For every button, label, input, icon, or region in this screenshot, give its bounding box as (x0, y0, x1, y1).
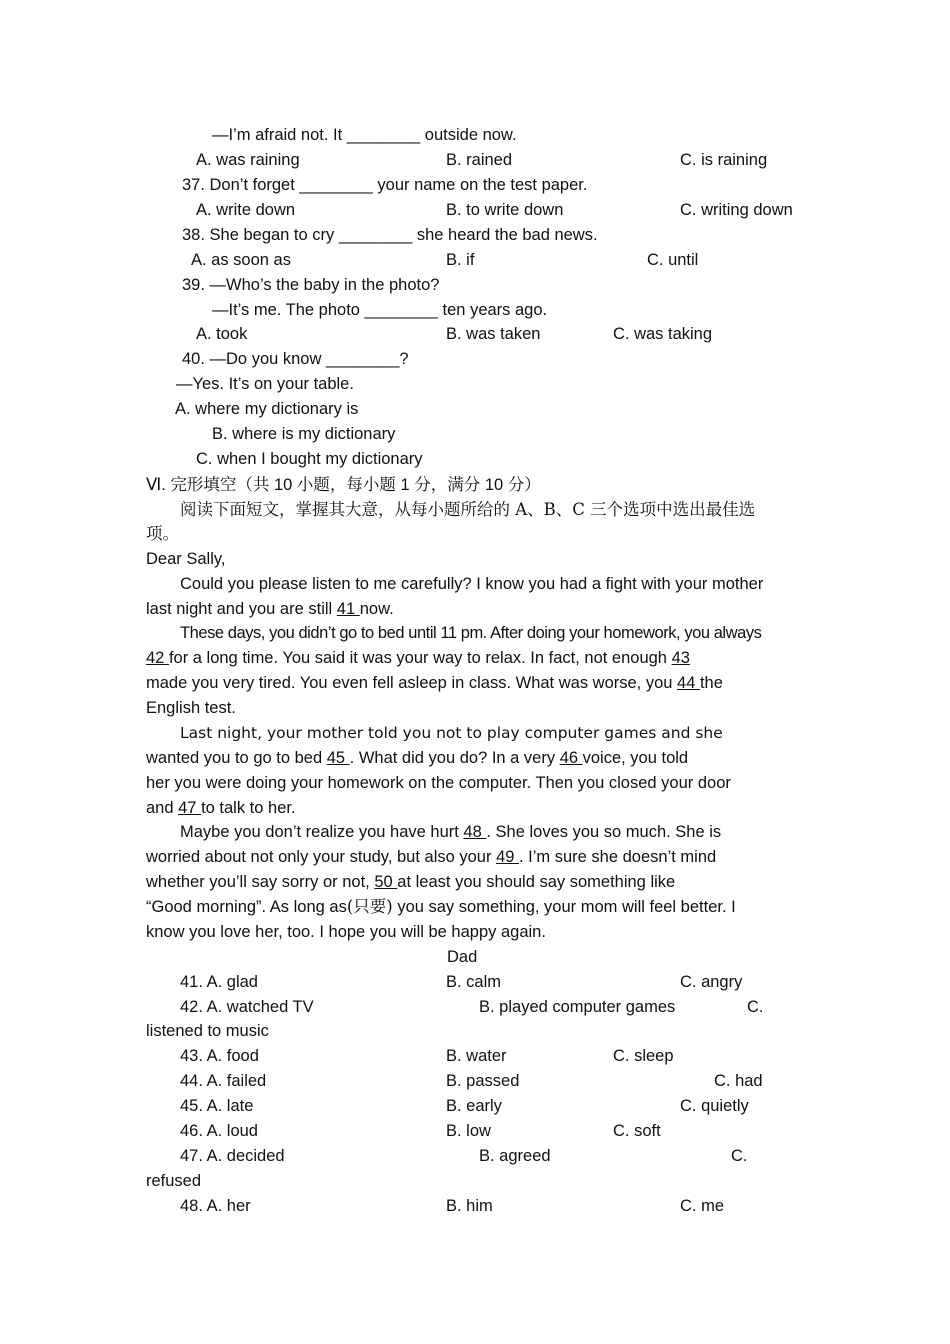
text-run: Maybe you don’t realize you have hurt (180, 823, 464, 841)
o42-option-b: B. played computer games (479, 998, 676, 1016)
o42-option-a: 42. A. watched TV (180, 998, 314, 1016)
o43-option-b: B. water (446, 1047, 507, 1065)
q40-option-c: C. when I bought my dictionary (196, 450, 423, 468)
text-run: worried about not only your study, but also your (146, 848, 497, 866)
letter-line: Could you please listen to me carefully? I know you had a fight with your mother (180, 575, 764, 593)
q36-option-c: C. is raining (680, 151, 768, 169)
letter-line: know you love her, too. I hope you will be happy again. (146, 923, 546, 941)
o45-option-c: C. quietly (680, 1097, 749, 1115)
o44-option-a: 44. A. failed (180, 1072, 267, 1090)
q39-reply: —It’s me. The photo ________ ten years ago. (212, 301, 548, 319)
letter-line: her you were doing your homework on the computer. Then you closed your door (146, 774, 731, 792)
o48-option-b: B. him (446, 1197, 493, 1215)
text-run: for a long time. You said it was your way to relax. In fact, not enough (168, 649, 672, 667)
o44-option-c: C. had (714, 1072, 763, 1090)
letter-line: English test. (146, 699, 236, 717)
q40-option-b: B. where is my dictionary (212, 425, 396, 443)
q39-option-a: A. took (196, 325, 248, 343)
letter-salutation: Dear Sally, (146, 550, 226, 568)
text-run: now. (359, 600, 394, 618)
o45-option-b: B. early (446, 1097, 502, 1115)
q37-option-a: A. write down (196, 201, 296, 219)
q38-option-a: A. as soon as (191, 251, 291, 269)
o41-option-b: B. calm (446, 973, 502, 991)
q36-option-a: A. was raining (196, 151, 300, 169)
letter-line (146, 598, 394, 620)
letter-line (146, 846, 716, 868)
o48-option-a: 48. A. her (180, 1197, 251, 1215)
blank-43: 43 (671, 649, 690, 667)
text-run: last night and you are still (146, 600, 337, 618)
letter-line (180, 622, 761, 644)
letter-line (146, 871, 675, 893)
text-run: made you very tired. You even fell asleep in class. What was worse, you (146, 674, 678, 692)
o45-option-a: 45. A. late (180, 1097, 254, 1115)
blank-42: 42 (146, 649, 169, 667)
o47-option-c: C. (731, 1147, 748, 1165)
text-run: and (146, 799, 179, 817)
blank-41: 41 (336, 600, 360, 618)
section-instruction-wrap: 项。 (146, 524, 179, 543)
o47-option-a: 47. A. decided (180, 1147, 285, 1165)
letter-line: Last night, your mother told you not to play computer games and she (180, 724, 723, 742)
o43-option-c: C. sleep (613, 1047, 674, 1065)
letter-line (146, 896, 736, 918)
q40-option-a: A. where my dictionary is (175, 400, 359, 418)
q38-stem: 38. She began to cry ________ she heard the bad news. (182, 226, 598, 244)
text-run: you say something, your mom will feel better. I (392, 898, 736, 916)
q38-option-c: C. until (647, 251, 699, 269)
q36-option-b: B. rained (446, 151, 513, 169)
q40-stem: 40. —Do you know ________? (182, 350, 409, 368)
blank-50: 50 (374, 873, 398, 891)
o47-option-b: B. agreed (479, 1147, 551, 1165)
q37-option-c: C. writing down (680, 201, 793, 219)
blank-46: 46 (559, 749, 583, 767)
q37-option-b: B. to write down (446, 201, 564, 219)
text-run: wanted you to go to bed (146, 749, 327, 767)
o46-option-a: 46. A. loud (180, 1122, 258, 1140)
letter-line (146, 647, 690, 669)
text-run: “Good morning”. As long as (146, 898, 347, 916)
q39-option-c: C. was taking (613, 325, 713, 343)
letter-signature: Dad (447, 948, 478, 966)
text-run: . She loves you so much. She is (486, 823, 722, 841)
chinese-gloss: (只要) (346, 897, 393, 916)
letter-line (146, 672, 723, 694)
text-run: These days, you didn’t go to bed until 11 pm. After doing your homework, you always (180, 624, 762, 642)
letter-line (180, 821, 721, 843)
o47-option-c-text: refused (146, 1172, 202, 1190)
text-run: at least you should say something like (397, 873, 676, 891)
q39-option-b: B. was taken (446, 325, 541, 343)
q39-stem: 39. —Who’s the baby in the photo? (182, 276, 440, 294)
q38-option-b: B. if (446, 251, 475, 269)
text-run: sorry or not, (281, 873, 375, 891)
o44-option-b: B. passed (446, 1072, 520, 1090)
o46-option-b: B. low (446, 1122, 491, 1140)
blank-44: 44 (677, 674, 700, 692)
o43-option-a: 43. A. food (180, 1047, 259, 1065)
q40-reply: —Yes. It’s on your table. (176, 375, 354, 393)
q36-reply: —I’m afraid not. It ________ outside now. (212, 126, 517, 144)
q37-stem: 37. Don’t forget ________ your name on the test paper. (182, 176, 588, 194)
o41-option-c: C. angry (680, 973, 743, 991)
text-run: voice, you told (582, 749, 689, 767)
text-run: whether you’ll say (146, 873, 282, 891)
o42-option-c-text: listened to music (146, 1022, 269, 1040)
letter-line (146, 797, 296, 819)
text-run: to talk to her. (201, 799, 296, 817)
section-instruction: 阅读下面短文，掌握其大意，从每小题所给的 A、B、C 三个选项中选出最佳选 (180, 500, 756, 519)
blank-48: 48 (463, 823, 487, 841)
o48-option-c: C. me (680, 1197, 725, 1215)
blank-45: 45 (326, 749, 350, 767)
text-run: . I’m sure she doesn’t mind (519, 848, 717, 866)
text-run: the (699, 674, 723, 692)
section-title: Ⅵ. 完形填空（共 10 小题，每小题 1 分，满分 10 分） (146, 476, 541, 494)
blank-49: 49 (496, 848, 519, 866)
o41-option-a: 41. A. glad (180, 973, 258, 991)
blank-47: 47 (178, 799, 202, 817)
text-run: . What did you do? In a very (349, 749, 560, 767)
o46-option-c: C. soft (613, 1122, 661, 1140)
o42-option-c: C. (747, 998, 764, 1016)
letter-line (146, 747, 688, 769)
